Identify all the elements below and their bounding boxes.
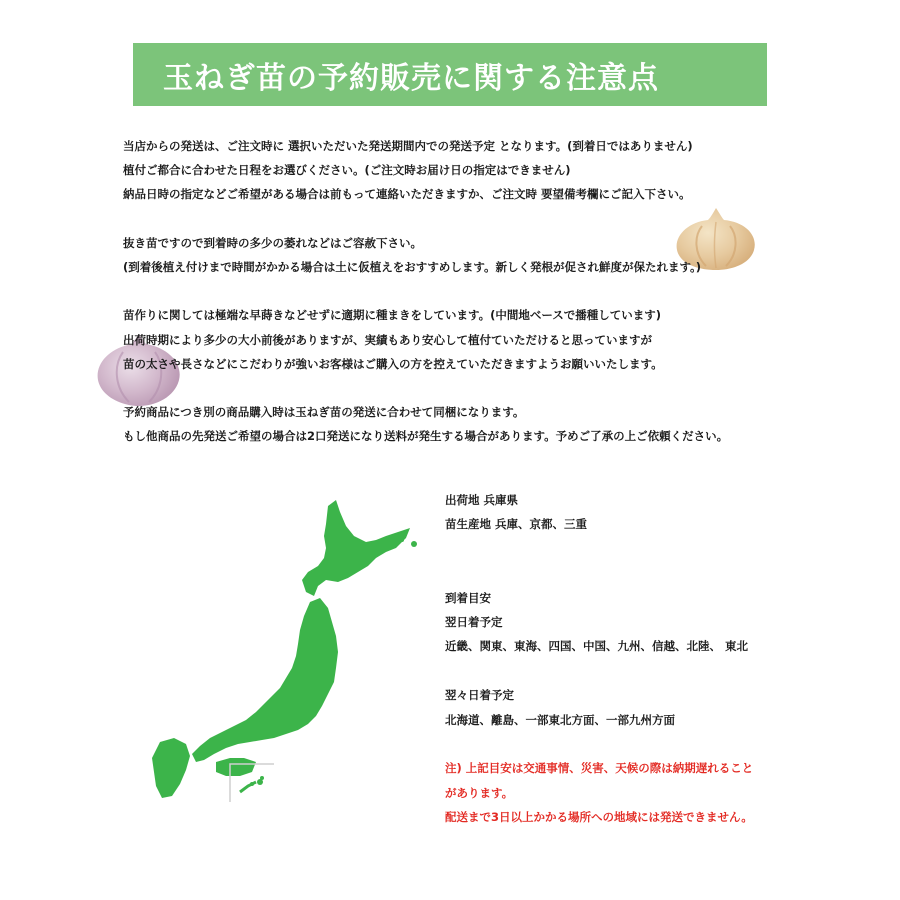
note-line: 抜き苗ですので到着時の多少の萎れなどはご容赦下さい。 xyxy=(123,235,422,250)
note-line: (到着後植え付けまで時間がかかる場合は土に仮植えをおすすめします。新しく発根が促され鮮度が保たれます。) xyxy=(123,259,702,274)
note-line: 苗作りに関しては極端な早蒔きなどせずに適期に種まきをしています。(中間地ベースで播種しています) xyxy=(123,308,662,323)
two-day-regions: 北海道、離島、一部東北方面、一部九州方面 xyxy=(445,712,675,727)
notes-section xyxy=(123,134,843,448)
next-day-heading: 翌日着予定 xyxy=(445,614,503,629)
two-day-heading: 翌々日着予定 xyxy=(445,688,514,703)
note-line: 当店からの発送は、ご注文時に 選択いただいた発送期間内での発送予定 となります。(到着日ではありません) xyxy=(123,139,693,153)
note-line: 苗の太さや長さなどにこだわりが強いお客様はご購入の方を控えていただきますようお願いいたします。 xyxy=(123,356,663,371)
warning-text: 注) 上記目安は交通事情、災害、天候の際は納期遅れること xyxy=(445,761,754,776)
ship-from: 出荷地 兵庫県 xyxy=(445,493,519,507)
japan-map xyxy=(140,492,430,816)
note-line: 納品日時の指定などご希望がある場合は前もって連絡いただきますか、ご注文時 要望備考欄にご記入下さい。 xyxy=(123,187,691,202)
arrival-heading: 到着目安 xyxy=(445,590,491,605)
warning-text: 配送まで3日以上かかる場所への地域には発送できません。 xyxy=(445,810,753,825)
note-line: 予約商品につき別の商品購入時は玉ねぎ苗の発送に合わせて同梱になります。 xyxy=(123,405,525,420)
note-line: もし他商品の先発送ご希望の場合は2口発送になり送料が発生する場合があります。予めご了承の上ご依頼ください。 xyxy=(123,429,729,444)
note-line: 植付ご都合に合わせた日程をお選びください。(ご注文時お届け日の指定はできません) xyxy=(123,163,571,178)
shipping-info xyxy=(445,488,885,829)
next-day-regions: 近畿、関東、東海、四国、中国、九州、信越、北陸、 東北 xyxy=(445,639,749,654)
note-line: 出荷時期により多少の大小前後がありますが、実績もあり安心して植付ていただけると思っていますが xyxy=(123,332,652,347)
warning-text: があります。 xyxy=(445,785,514,800)
page-title: 玉ねぎ苗の予約販売に関する注意点 xyxy=(163,60,659,96)
seedling-origin: 苗生産地 兵庫、京都、三重 xyxy=(445,517,588,532)
title-banner xyxy=(133,43,767,106)
